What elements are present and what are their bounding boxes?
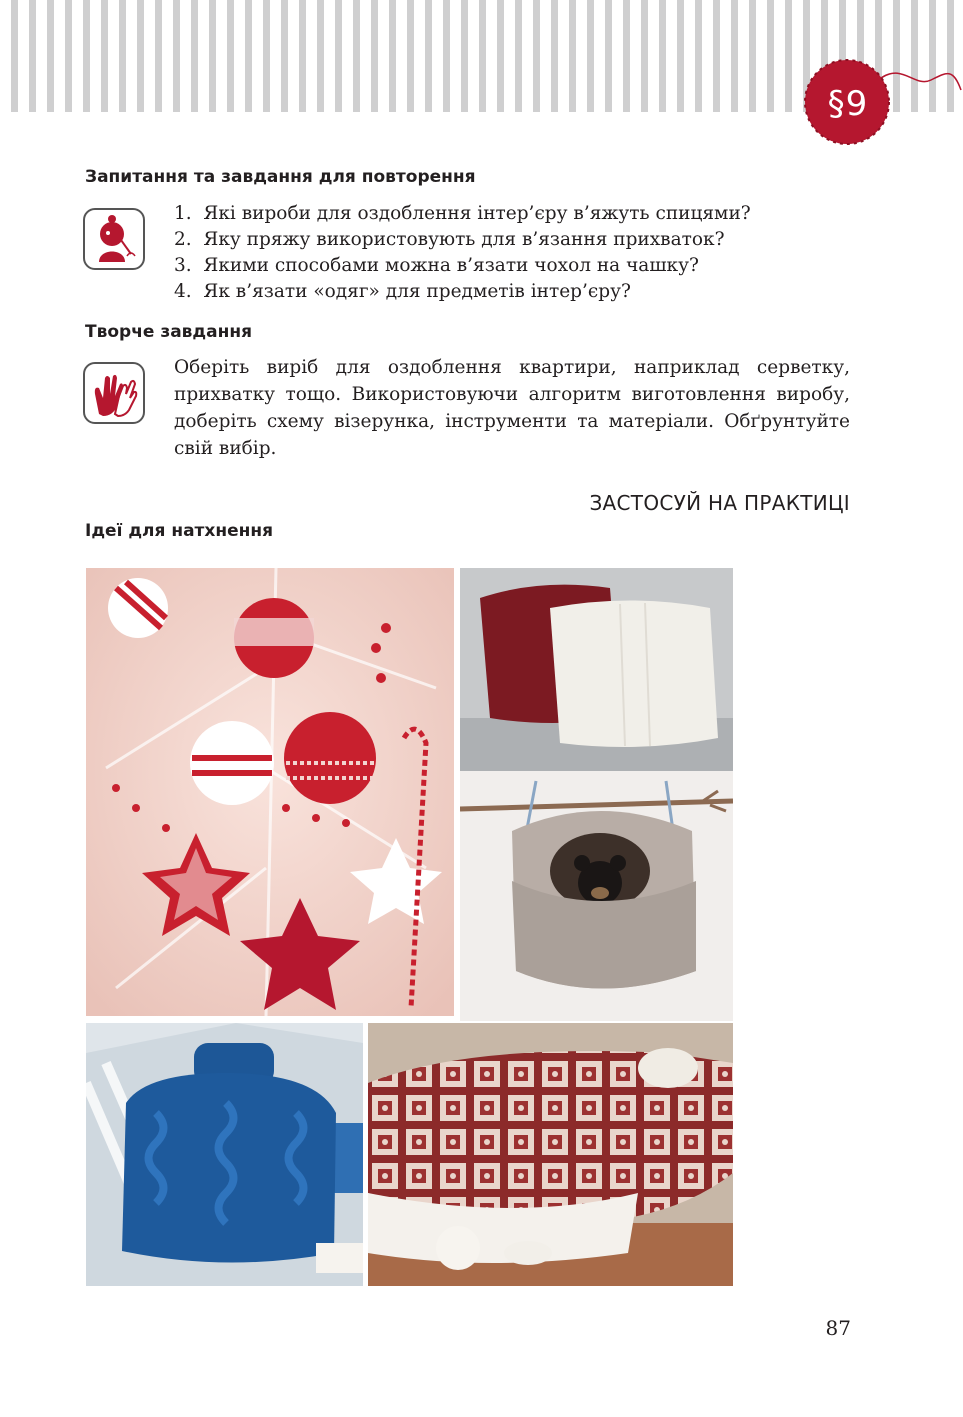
hands-icon	[83, 362, 145, 424]
photo-hot-water-bottle	[86, 1023, 363, 1286]
inspiration-heading: Ідеї для натхнення	[85, 521, 274, 541]
review-heading: Запитання та завдання для повторення	[85, 167, 476, 187]
question-item: 3. Якими способами можна в’язати чохол на чашку?	[174, 255, 699, 276]
creative-heading: Творче завдання	[85, 322, 253, 342]
question-item: 2. Яку пряжу використовують для в’язання прихваток?	[174, 229, 725, 250]
section-badge	[803, 58, 897, 146]
question-item: 4. Як в’язати «одяг» для предметів інтер’єру?	[174, 281, 631, 302]
review-questions	[174, 201, 814, 305]
photo-christmas-ornaments	[86, 568, 454, 1016]
practice-title: ЗАСТОСУЙ НА ПРАКТИЦІ	[589, 491, 850, 515]
section-number: §9	[827, 84, 869, 124]
photo-patterned-blanket	[368, 1023, 733, 1286]
page-number: 87	[825, 1316, 851, 1340]
photo-knitted-pillows	[460, 568, 733, 771]
photo-hanging-pocket	[460, 771, 733, 1021]
question-item: 1. Які вироби для оздоблення інтер’єру в’яжуть спицями?	[174, 203, 751, 224]
creative-task-text: Оберіть виріб для оздоблення квартири, наприклад серветку, прихватку тощо. Використовуючи алгоритм виготовлення виробу, доберіть схему візерунка, інструменти та матеріали. Обґрунтуйте свій вибір.	[174, 357, 850, 459]
thinking-girl-icon	[83, 208, 145, 270]
